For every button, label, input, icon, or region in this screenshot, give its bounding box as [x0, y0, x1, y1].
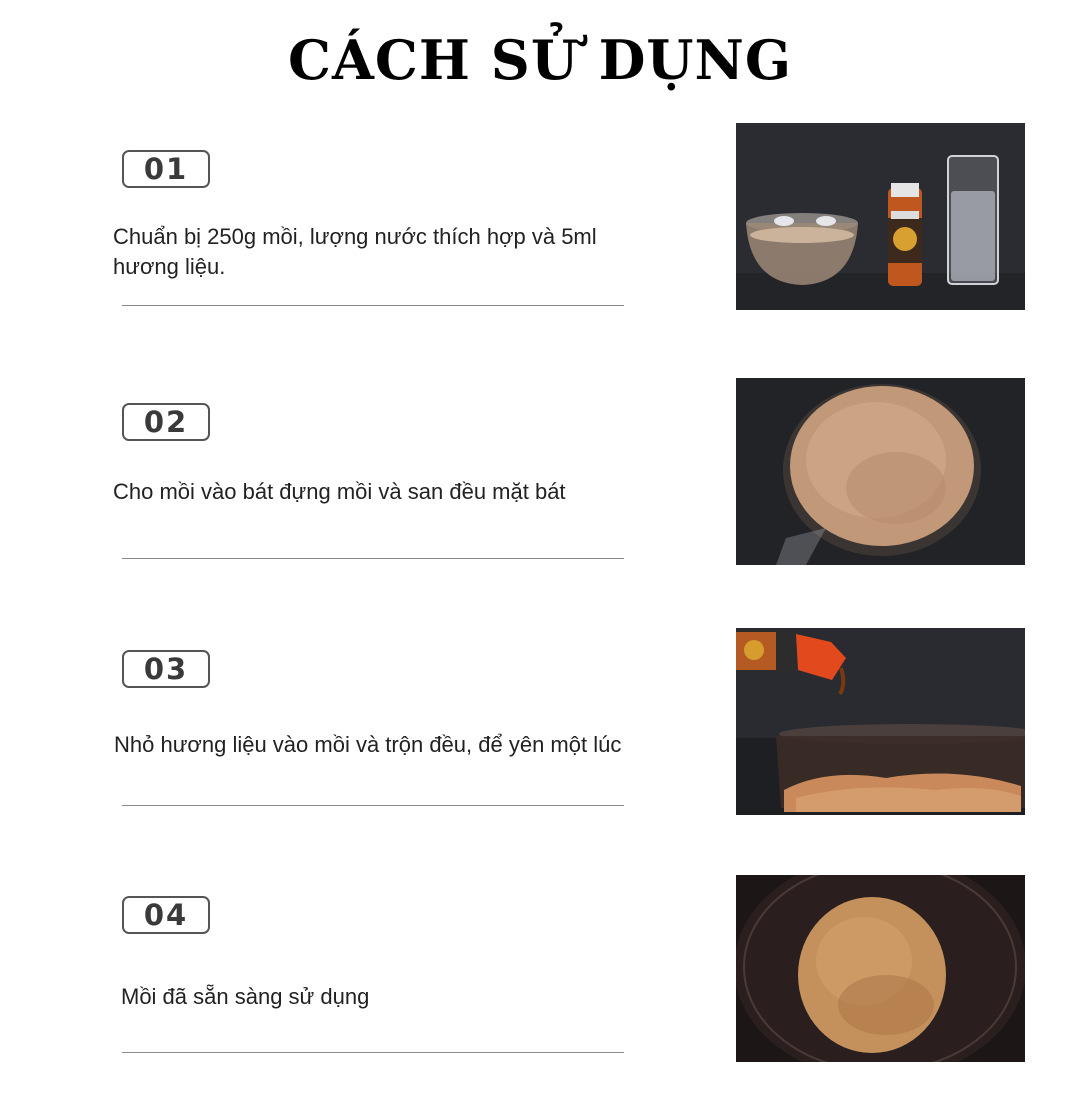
- step-description: Mồi đã sẵn sàng sử dụng: [121, 984, 370, 1009]
- step-divider: [122, 305, 624, 306]
- step-04-photo: [736, 875, 1025, 1062]
- page-title: CÁCH SỬ DỤNG: [288, 28, 792, 92]
- step-divider: [122, 805, 624, 806]
- step-03-photo: [736, 628, 1025, 815]
- step-number-badge: 04: [122, 896, 210, 934]
- step-description: Cho mồi vào bát đựng mồi và san đều mặt bát: [113, 479, 566, 504]
- step-number-badge: 02: [122, 403, 210, 441]
- step-number-badge: 03: [122, 650, 210, 688]
- step-divider: [122, 558, 624, 559]
- step-description: Nhỏ hương liệu vào mồi và trộn đều, để yên một lúc: [114, 732, 622, 757]
- step-number-badge: 01: [122, 150, 210, 188]
- step-divider: [122, 1052, 624, 1053]
- step-02-photo: [736, 378, 1025, 565]
- step-01-photo: [736, 123, 1025, 310]
- step-description: Chuẩn bị 250g mồi, lượng nước thích hợp và 5ml hương liệu.: [113, 224, 597, 279]
